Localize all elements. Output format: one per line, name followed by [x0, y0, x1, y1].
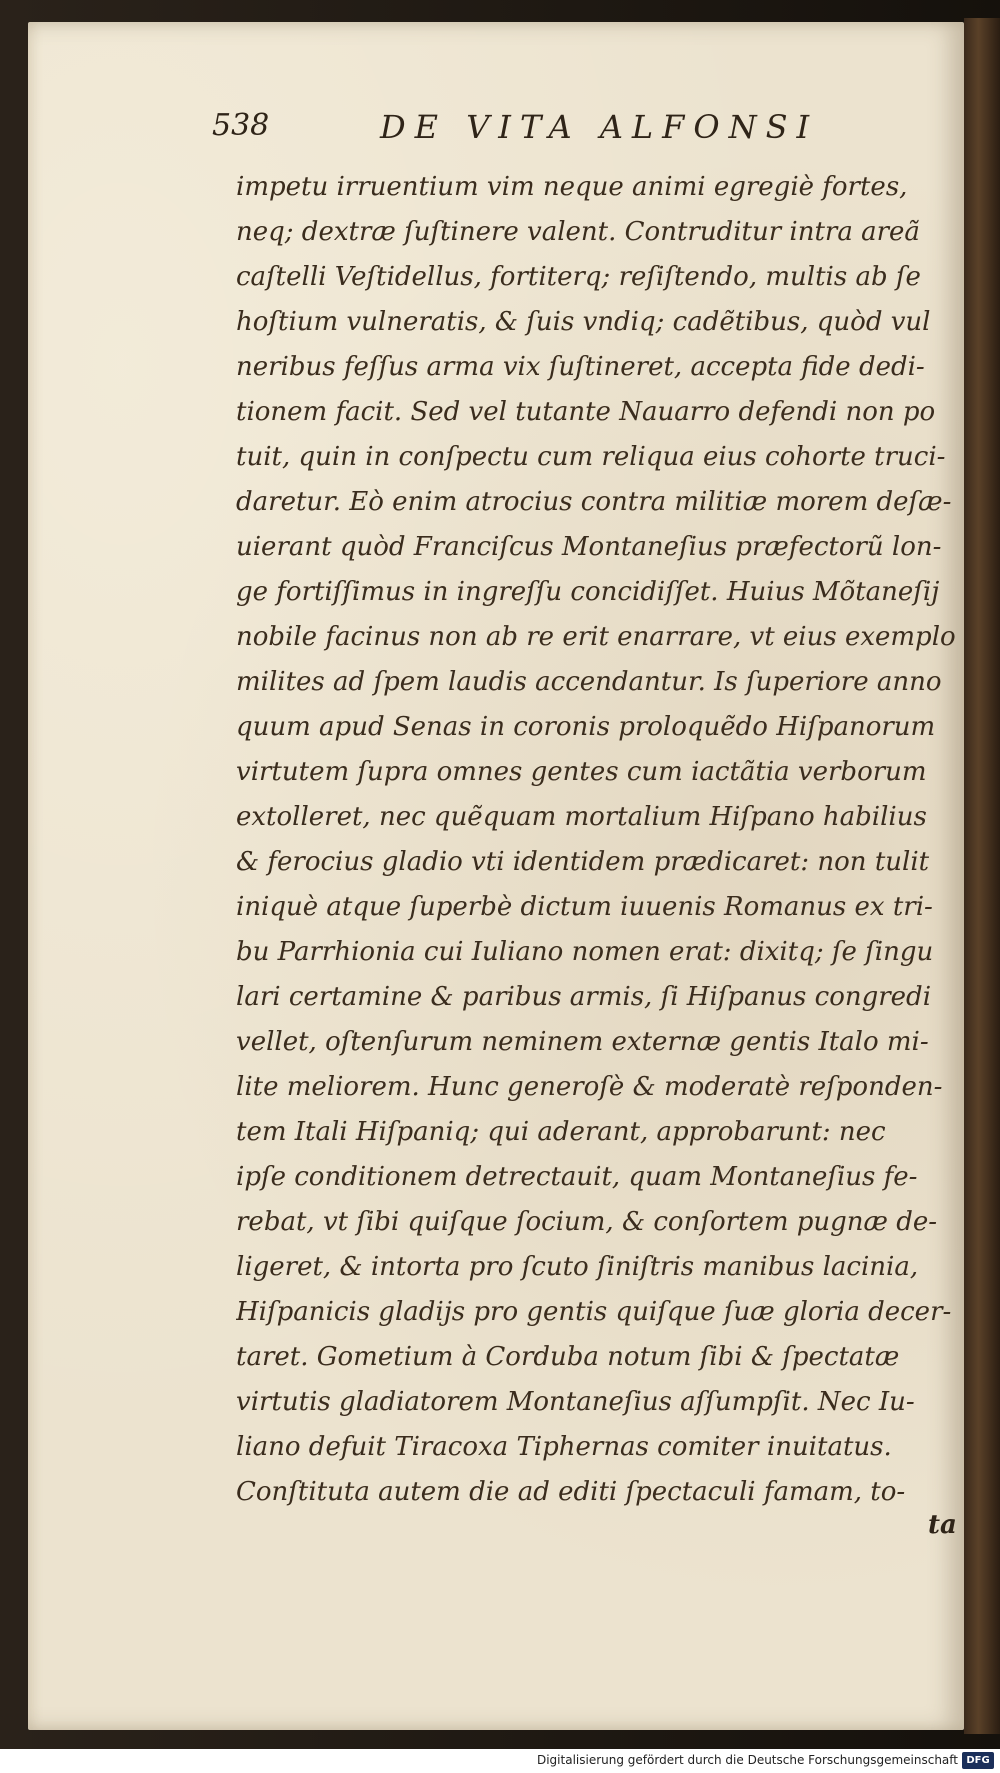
body-text — [236, 165, 956, 1515]
text-line: tionem facit. Sed vel tutante Nauarro defendi non po — [236, 397, 936, 427]
text-line: vellet, oſtenſurum neminem externæ gentis Italo mi- — [236, 1027, 929, 1057]
text-line: caſtelli Veſtidellus, fortiterq; reſiſtendo, multis ab ſe — [236, 262, 921, 292]
text-line: daretur. Eò enim atrocius contra militiæ morem deſæ- — [236, 487, 952, 517]
text-line: liano defuit Tiracoxa Tiphernas comiter inuitatus. — [236, 1432, 892, 1462]
text-line: bu Parrhionia cui Iuliano nomen erat: dixitq; ſe ſingu — [236, 937, 934, 967]
running-head — [212, 108, 932, 154]
text-line: ligeret, & intorta pro ſcuto ſiniſtris manibus lacinia, — [236, 1252, 919, 1282]
text-line: hoſtium vulneratis, & ſuis vndiq; cadẽtibus, quòd vul — [236, 307, 931, 337]
text-line: neribus feſſus arma vix ſuſtineret, accepta fide dedi- — [236, 352, 925, 382]
text-line: uierant quòd Franciſcus Montaneſius præfectorũ lon- — [236, 532, 942, 562]
text-line: rebat, vt ſibi quiſque ſocium, & conſortem pugnæ de- — [236, 1207, 938, 1237]
text-line: lari certamine & paribus armis, ſi Hiſpanus congredi — [236, 982, 932, 1012]
text-line: quum apud Senas in coronis proloquẽdo Hiſpanorum — [236, 712, 936, 742]
text-line: tem Itali Hiſpaniq; qui aderant, approbarunt: nec — [236, 1117, 886, 1147]
text-line: extolleret, nec quẽquam mortalium Hiſpano habilius — [236, 802, 927, 832]
footer-bar — [0, 1749, 1000, 1773]
catchword: ta — [928, 1510, 957, 1540]
text-line: impetu irruentium vim neque animi egregiè fortes, — [236, 172, 908, 202]
text-line: milites ad ſpem laudis accendantur. Is ſuperiore anno — [236, 667, 942, 697]
text-line: taret. Gometium à Corduba notum ſibi & ſpectatæ — [236, 1342, 900, 1372]
text-line: Hiſpanicis gladijs pro gentis quiſque ſuæ gloria decer- — [236, 1297, 952, 1327]
text-line: neq; dextræ ſuſtinere valent. Contruditur intra areã — [236, 217, 920, 247]
text-line: virtutis gladiatorem Montaneſius aſſumpſit. Nec Iu- — [236, 1387, 915, 1417]
text-line: ge fortiſſimus in ingreſſu concidiſſet. Huius Mõtaneſij — [236, 577, 940, 607]
text-line: tuit, quin in conſpectu cum reliqua eius cohorte truci- — [236, 442, 946, 472]
text-line: nobile facinus non ab re erit enarrare, vt eius exemplo — [236, 622, 956, 652]
book-edge — [964, 18, 1000, 1734]
footer-credit: Digitalisierung gefördert durch die Deutsche Forschungsgemeinschaft — [536, 1753, 958, 1767]
page-number: 538 — [212, 108, 270, 143]
running-title: DE VITA ALFONSI — [380, 108, 819, 146]
text-line: Conſtituta autem die ad editi ſpectaculi famam, to- — [236, 1477, 906, 1507]
text-line: ipſe conditionem detrectauit, quam Montaneſius fe- — [236, 1162, 918, 1192]
text-line: & ferocius gladio vti identidem prædicaret: non tulit — [236, 847, 930, 877]
text-line: virtutem ſupra omnes gentes cum iactãtia verborum — [236, 757, 927, 787]
text-line: lite meliorem. Hunc generoſè & moderatè reſponden- — [236, 1072, 943, 1102]
text-line: iniquè atque ſuperbè dictum iuuenis Romanus ex tri- — [236, 892, 933, 922]
dfg-logo: DFG — [962, 1752, 994, 1769]
